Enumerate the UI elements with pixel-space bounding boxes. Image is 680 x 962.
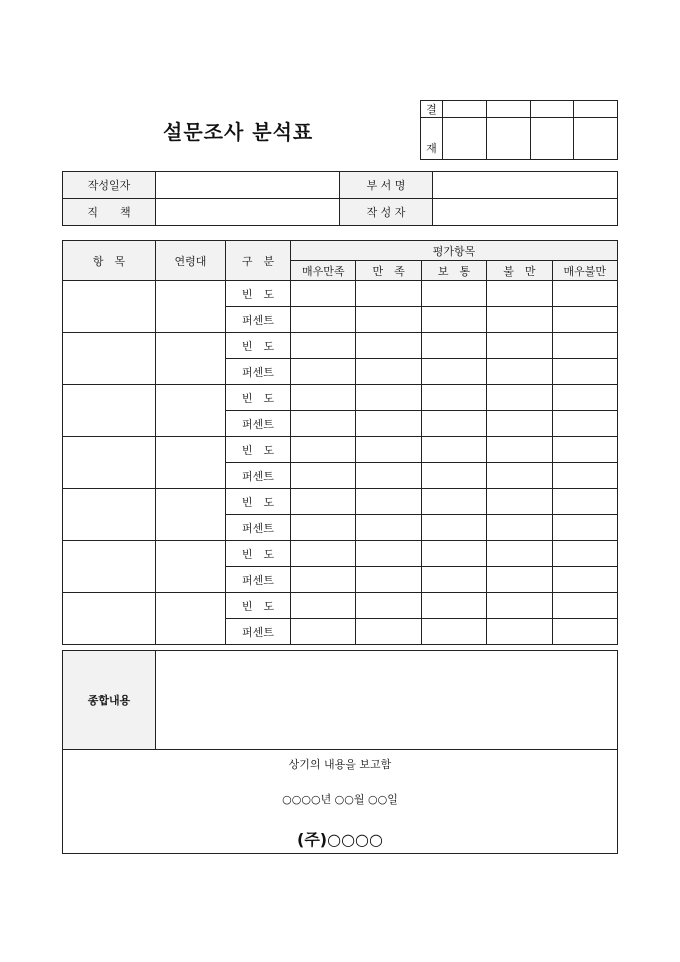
value-cell[interactable] [356, 489, 421, 515]
value-cell[interactable] [356, 515, 421, 541]
approval-sign-cell[interactable] [486, 118, 530, 160]
author-label: 작 성 자 [340, 199, 433, 226]
report-company: (주)○○○○ [297, 830, 383, 849]
value-cell[interactable] [421, 593, 486, 619]
value-cell[interactable] [291, 411, 356, 437]
age-cell[interactable] [156, 437, 226, 489]
value-cell[interactable] [356, 567, 421, 593]
position-label: 직 책 [63, 199, 156, 226]
age-cell[interactable] [156, 489, 226, 541]
dept-field[interactable] [433, 172, 618, 199]
value-cell[interactable] [356, 281, 421, 307]
value-cell[interactable] [356, 619, 421, 645]
approval-title-cell[interactable] [530, 101, 574, 118]
value-cell[interactable] [552, 489, 617, 515]
value-cell[interactable] [552, 593, 617, 619]
value-cell[interactable] [552, 541, 617, 567]
approval-title-cell[interactable] [443, 101, 487, 118]
table-row [63, 489, 618, 515]
table-row [63, 385, 618, 411]
freq-label: 빈 도 [226, 593, 291, 619]
approval-sign-cell[interactable] [574, 118, 618, 160]
freq-label: 빈 도 [226, 281, 291, 307]
value-cell[interactable] [487, 385, 552, 411]
header-category: 구 분 [226, 241, 291, 281]
value-cell[interactable] [291, 359, 356, 385]
item-cell[interactable] [63, 541, 156, 593]
header-age: 연령대 [156, 241, 226, 281]
value-cell[interactable] [291, 333, 356, 359]
age-cell[interactable] [156, 593, 226, 645]
header-item: 항 목 [63, 241, 156, 281]
value-cell[interactable] [487, 333, 552, 359]
value-cell[interactable] [487, 619, 552, 645]
summary-label: 종합내용 [63, 651, 156, 750]
value-cell[interactable] [552, 281, 617, 307]
date-field[interactable] [156, 172, 340, 199]
value-cell[interactable] [487, 567, 552, 593]
value-cell[interactable] [421, 619, 486, 645]
item-cell[interactable] [63, 437, 156, 489]
report-date: ○○○○년 ○○월 ○○일 [282, 793, 398, 806]
value-cell[interactable] [291, 593, 356, 619]
freq-label: 빈 도 [226, 333, 291, 359]
freq-label: 빈 도 [226, 541, 291, 567]
value-cell[interactable] [421, 281, 486, 307]
age-cell[interactable] [156, 333, 226, 385]
approval-label-bottom: 재 [421, 118, 443, 160]
value-cell[interactable] [421, 489, 486, 515]
header-eval-col: 매우만족 [291, 261, 356, 281]
position-field[interactable] [156, 199, 340, 226]
value-cell[interactable] [552, 463, 617, 489]
approval-sign-cell[interactable] [443, 118, 487, 160]
approval-box [420, 100, 618, 160]
value-cell[interactable] [421, 567, 486, 593]
value-cell[interactable] [356, 411, 421, 437]
percent-label: 퍼센트 [226, 515, 291, 541]
value-cell[interactable] [552, 307, 617, 333]
value-cell[interactable] [356, 463, 421, 489]
value-cell[interactable] [487, 307, 552, 333]
value-cell[interactable] [421, 385, 486, 411]
header-eval-col: 만 족 [356, 261, 421, 281]
percent-label: 퍼센트 [226, 619, 291, 645]
item-cell[interactable] [63, 489, 156, 541]
value-cell[interactable] [291, 307, 356, 333]
summary-table [62, 650, 618, 750]
info-table [62, 171, 618, 226]
value-cell[interactable] [552, 333, 617, 359]
approval-label-top: 결 [421, 101, 443, 118]
value-cell[interactable] [291, 541, 356, 567]
table-row [63, 281, 618, 307]
percent-label: 퍼센트 [226, 411, 291, 437]
value-cell[interactable] [552, 515, 617, 541]
report-footer [62, 748, 618, 854]
age-cell[interactable] [156, 281, 226, 333]
value-cell[interactable] [356, 333, 421, 359]
header-eval-col: 불 만 [487, 261, 552, 281]
value-cell[interactable] [356, 593, 421, 619]
item-cell[interactable] [63, 593, 156, 645]
date-label: 작성일자 [63, 172, 156, 199]
author-field[interactable] [433, 199, 618, 226]
item-cell[interactable] [63, 385, 156, 437]
survey-table [62, 240, 618, 645]
value-cell[interactable] [552, 411, 617, 437]
table-row [63, 437, 618, 463]
header-eval-col: 보 통 [421, 261, 486, 281]
value-cell[interactable] [552, 567, 617, 593]
header-evaluation: 평가항목 [291, 241, 618, 261]
value-cell[interactable] [421, 333, 486, 359]
value-cell[interactable] [291, 281, 356, 307]
item-cell[interactable] [63, 333, 156, 385]
value-cell[interactable] [421, 541, 486, 567]
report-statement: 상기의 내용을 보고함 [288, 758, 392, 771]
percent-label: 퍼센트 [226, 359, 291, 385]
value-cell[interactable] [356, 359, 421, 385]
percent-label: 퍼센트 [226, 567, 291, 593]
value-cell[interactable] [552, 385, 617, 411]
age-cell[interactable] [156, 385, 226, 437]
item-cell[interactable] [63, 281, 156, 333]
value-cell[interactable] [487, 515, 552, 541]
value-cell[interactable] [421, 515, 486, 541]
value-cell[interactable] [421, 359, 486, 385]
value-cell[interactable] [291, 385, 356, 411]
percent-label: 퍼센트 [226, 307, 291, 333]
value-cell[interactable] [291, 515, 356, 541]
value-cell[interactable] [487, 411, 552, 437]
value-cell[interactable] [421, 307, 486, 333]
freq-label: 빈 도 [226, 385, 291, 411]
value-cell[interactable] [421, 463, 486, 489]
value-cell[interactable] [421, 437, 486, 463]
value-cell[interactable] [487, 437, 552, 463]
value-cell[interactable] [487, 489, 552, 515]
table-row [63, 333, 618, 359]
approval-title-cell[interactable] [486, 101, 530, 118]
page-title: 설문조사 분석표 [163, 120, 314, 144]
value-cell[interactable] [552, 359, 617, 385]
value-cell[interactable] [487, 541, 552, 567]
value-cell[interactable] [421, 411, 486, 437]
table-row [63, 593, 618, 619]
value-cell[interactable] [487, 281, 552, 307]
value-cell[interactable] [552, 619, 617, 645]
value-cell[interactable] [291, 567, 356, 593]
value-cell[interactable] [356, 437, 421, 463]
value-cell[interactable] [356, 307, 421, 333]
approval-title-cell[interactable] [574, 101, 618, 118]
percent-label: 퍼센트 [226, 463, 291, 489]
value-cell[interactable] [356, 541, 421, 567]
value-cell[interactable] [291, 437, 356, 463]
age-cell[interactable] [156, 541, 226, 593]
header-eval-col: 매우불만 [552, 261, 617, 281]
value-cell[interactable] [356, 385, 421, 411]
table-row [63, 541, 618, 567]
approval-sign-cell[interactable] [530, 118, 574, 160]
value-cell[interactable] [552, 437, 617, 463]
dept-label: 부 서 명 [340, 172, 433, 199]
value-cell[interactable] [487, 593, 552, 619]
value-cell[interactable] [291, 489, 356, 515]
freq-label: 빈 도 [226, 489, 291, 515]
value-cell[interactable] [487, 359, 552, 385]
value-cell[interactable] [487, 463, 552, 489]
freq-label: 빈 도 [226, 437, 291, 463]
value-cell[interactable] [291, 463, 356, 489]
value-cell[interactable] [291, 619, 356, 645]
summary-field[interactable] [156, 651, 618, 750]
